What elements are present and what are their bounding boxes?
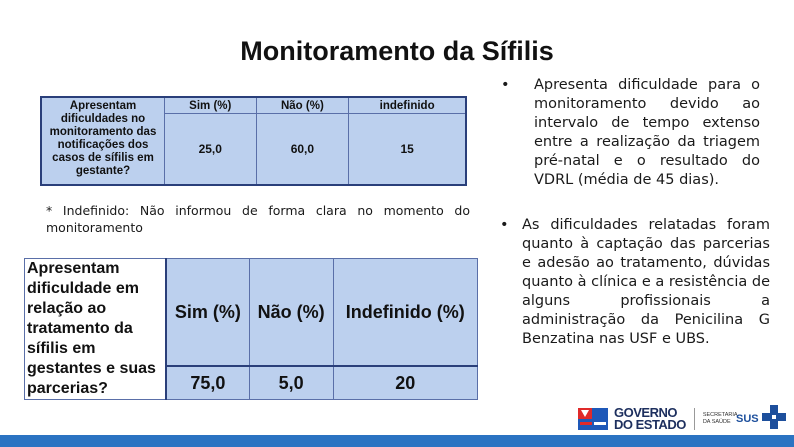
table1-value-nao: 60,0 [256, 114, 349, 186]
indefinido-footnote: * Indefinido: Não informou de forma clara no momento do monitoramento [46, 203, 470, 235]
table2-header-indefinido: Indefinido (%) [333, 259, 477, 367]
table2-value-indefinido: 20 [333, 366, 477, 399]
sus-logo [736, 405, 786, 433]
governo-do-estado-text: GOVERNO DO ESTADO [614, 405, 686, 432]
sus-text: SUS [736, 413, 759, 425]
page-title: Monitoramento da Sífilis [240, 36, 554, 66]
table1-header-sim: Sim (%) [165, 97, 257, 114]
table1-question: Apresentam dificuldades no monitoramento das notificações dos casos de sífilis em gestante? [41, 97, 165, 185]
findings-list [500, 76, 770, 349]
table2-header-nao: Não (%) [249, 259, 333, 367]
table2-value-nao: 5,0 [249, 366, 333, 399]
secretaria-saude-text: SECRETARIA DA SAÚDE [702, 412, 738, 425]
table1-header-indefinido: indefinido [349, 97, 466, 114]
bahia-flag-icon [578, 408, 608, 430]
table-monitoring-difficulty [40, 96, 467, 186]
table2-question: Apresentam dificuldade em relação ao tratamento da sífilis em gestantes e suas parcerias? [25, 259, 167, 400]
table2-header-sim: Sim (%) [166, 259, 249, 367]
finding-treatment: • As dificuldades relatadas foram quanto à captação das parcerias e adesão ao tratamento, dúvidas quanto à clínica e a resistência de alguns profissionais a administração da Penicilina G Benzatina nas USF e UBS. [500, 216, 770, 349]
finding-monitoring: • Apresenta dificuldade para o monitoramento devido ao intervalo de tempo extenso entre a realização da triagem pré-natal e o resultado do VDRL (média de 45 dias). [501, 76, 760, 190]
table1-value-indefinido: 15 [349, 114, 466, 186]
table-treatment-difficulty [24, 258, 478, 400]
table1-value-sim: 25,0 [165, 114, 257, 186]
sus-cross-icon [762, 405, 786, 433]
logo-divider [694, 408, 695, 430]
governo-bahia-logo [578, 407, 738, 431]
table1-header-nao: Não (%) [256, 97, 349, 114]
footer-bar [0, 435, 794, 447]
table2-value-sim: 75,0 [166, 366, 249, 399]
